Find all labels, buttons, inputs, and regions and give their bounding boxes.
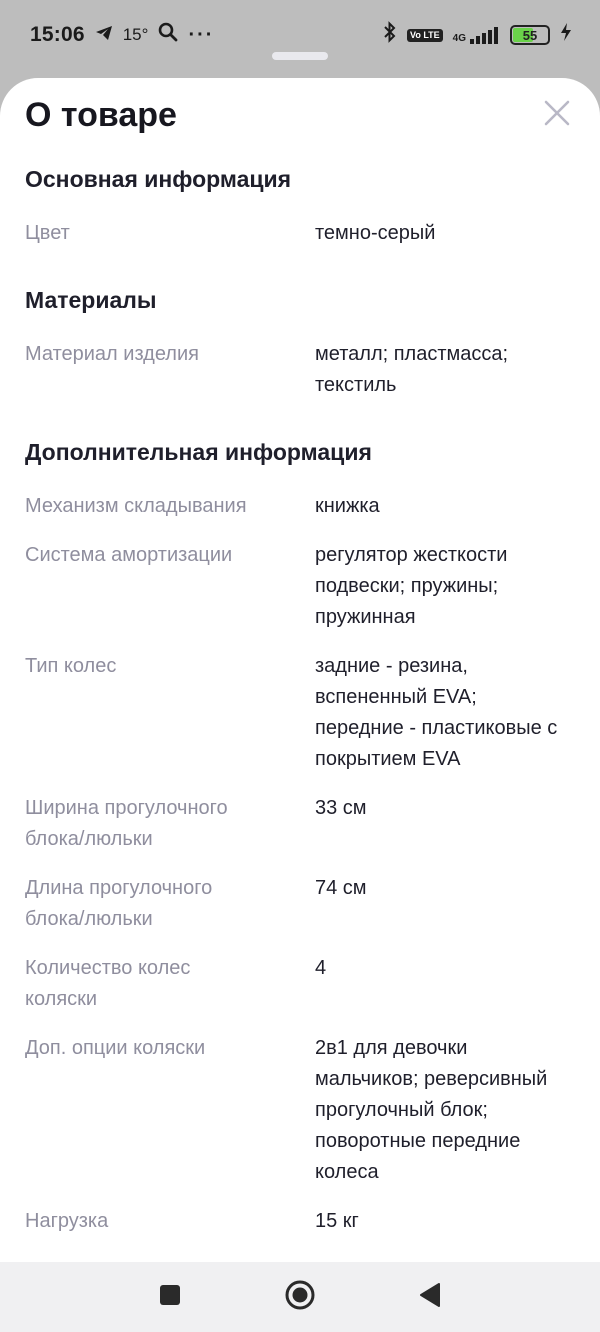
attribute-label: Длина прогулочного блока/люльки (25, 877, 213, 930)
attribute-row (0, 953, 600, 1015)
product-details (0, 164, 600, 1255)
sheet-drag-handle[interactable] (272, 52, 328, 60)
close-icon (544, 100, 570, 131)
network-type: 4G (452, 33, 466, 44)
attribute-label: Доп. опции коляски (25, 1037, 206, 1059)
section-title-main: Основная информация (25, 166, 292, 192)
attribute-value: регулятор жесткости подвески; пружины; пружинная (315, 544, 508, 628)
attribute-label: Количество колес коляски (25, 957, 191, 1010)
home-button[interactable] (283, 1280, 317, 1314)
attribute-row (0, 651, 600, 775)
attribute-label: Механизм складывания (25, 495, 247, 517)
search-icon (158, 22, 178, 48)
recents-button[interactable] (155, 1282, 185, 1312)
page-title: О товаре (25, 96, 177, 134)
attribute-label: Система амортизации (25, 544, 233, 566)
product-info-sheet (0, 78, 600, 1262)
square-icon (159, 1284, 181, 1311)
attribute-row (0, 491, 600, 522)
attribute-row (0, 1033, 600, 1188)
status-right (383, 21, 572, 49)
more-notifications-icon: ··· (188, 23, 215, 46)
attribute-label: Цвет (25, 222, 70, 244)
attribute-row (0, 218, 600, 249)
attribute-label: Нагрузка (25, 1210, 109, 1232)
attribute-value: 74 см (315, 877, 367, 899)
circle-icon (284, 1279, 316, 1316)
attribute-value: 2в1 для девочки мальчиков; реверсивный прогулочный блок; поворотные передние колеса (315, 1037, 548, 1183)
attribute-value: задние - резина, вспененный EVA; передние - пластиковые с покрытием EVA (315, 655, 558, 770)
telegram-icon (95, 24, 113, 47)
attribute-value: 15 кг (315, 1210, 359, 1232)
battery-icon (510, 25, 550, 45)
status-temperature: 15° (122, 25, 149, 44)
status-time: 15:06 (30, 23, 85, 46)
attribute-value: книжка (315, 495, 380, 517)
system-nav-bar (0, 1262, 600, 1332)
attribute-row (0, 793, 600, 855)
attribute-label: Тип колес (25, 655, 117, 677)
battery-level: 55 (522, 27, 538, 43)
status-left (30, 22, 214, 48)
close-button[interactable] (540, 98, 574, 132)
attribute-value: металл; пластмасса; текстиль (315, 343, 509, 396)
attribute-label: Ширина прогулочного блока/люльки (25, 797, 228, 850)
bluetooth-icon (383, 21, 397, 49)
attribute-value: 33 см (315, 797, 367, 819)
attribute-value: темно-серый (315, 222, 436, 244)
signal-icon (453, 26, 500, 44)
attribute-row (0, 1206, 600, 1237)
attribute-row (0, 873, 600, 935)
attribute-row (0, 339, 600, 401)
attribute-value: 4 (315, 957, 327, 979)
charging-icon (560, 23, 572, 47)
attribute-label: Материал изделия (25, 343, 199, 365)
attribute-row (0, 540, 600, 633)
triangle-back-icon (419, 1282, 441, 1313)
back-button[interactable] (415, 1282, 445, 1312)
section-title-additional: Дополнительная информация (25, 439, 372, 465)
section-title-materials: Материалы (25, 287, 157, 313)
volte-icon: Vo LTE (407, 29, 443, 42)
